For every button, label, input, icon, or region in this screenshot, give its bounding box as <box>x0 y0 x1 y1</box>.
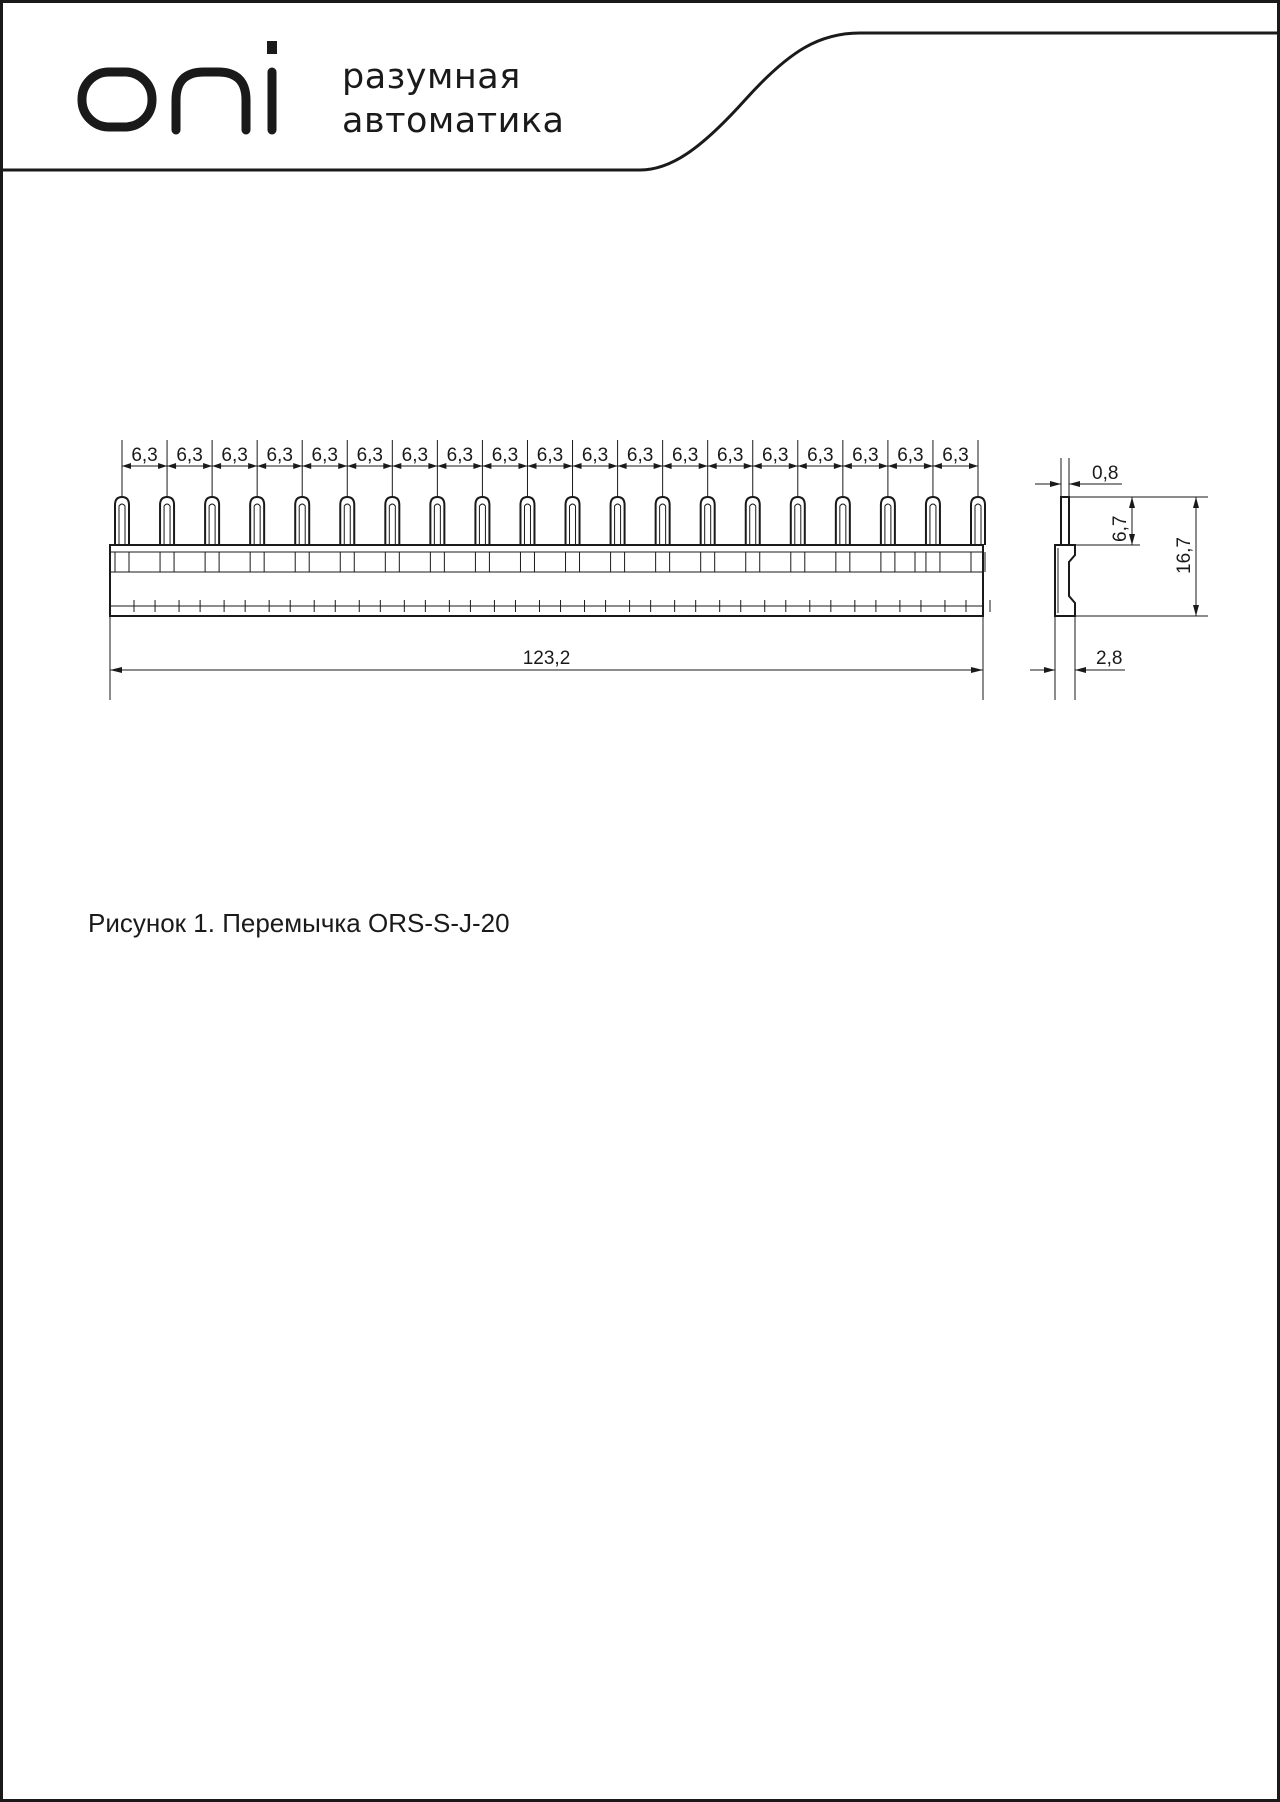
arrowhead <box>392 463 401 469</box>
arrowhead <box>843 463 852 469</box>
pin-inner <box>209 504 215 545</box>
pitch-label: 6,3 <box>131 445 158 466</box>
arrowhead <box>933 463 942 469</box>
busbar-body <box>110 545 983 616</box>
arrowhead <box>473 463 482 469</box>
arrowhead <box>122 463 131 469</box>
arrowhead <box>437 463 446 469</box>
pitch-label: 6,3 <box>446 445 474 466</box>
pitch-label: 6,3 <box>807 445 834 466</box>
pitch-label: 6,3 <box>221 445 248 466</box>
pin-inner <box>299 504 305 545</box>
pitch-label: 6,3 <box>401 445 429 466</box>
arrowhead <box>888 463 897 469</box>
pin-inner <box>164 504 170 545</box>
pitch-label: 6,3 <box>581 445 609 466</box>
pin-inner <box>479 504 485 545</box>
arrowhead <box>167 463 176 469</box>
tagline-line2: автоматика <box>342 101 565 141</box>
side-view <box>1030 458 1208 700</box>
pitch-label: 6,3 <box>671 445 699 466</box>
pitch-label: 6,3 <box>176 445 203 466</box>
arrowhead <box>924 463 933 469</box>
pin-inner <box>615 504 621 545</box>
arrowhead <box>518 463 527 469</box>
pin-inner <box>660 504 666 545</box>
pin-inner <box>389 504 395 545</box>
pin-inner <box>524 504 530 545</box>
arrowhead <box>293 463 302 469</box>
pitch-label: 6,3 <box>536 445 564 466</box>
oni-logo <box>82 41 277 130</box>
pin-inner <box>119 504 125 545</box>
arrowhead <box>609 463 618 469</box>
arrowhead <box>708 463 717 469</box>
pin-inner <box>840 504 846 545</box>
pin-inner <box>570 504 576 545</box>
pin-inner <box>975 504 981 545</box>
pin-inner <box>434 504 440 545</box>
pitch-label: 6,3 <box>897 445 924 466</box>
pin-inner <box>930 504 936 545</box>
arrowhead <box>971 667 983 673</box>
arrowhead <box>347 463 356 469</box>
page-frame <box>2 2 1279 1801</box>
logo-letter-n <box>176 72 246 130</box>
arrowhead <box>753 463 762 469</box>
arrowhead <box>699 463 708 469</box>
pin-inner <box>344 504 350 545</box>
dim-pin-thickness: 0,8 <box>1092 463 1119 484</box>
arrowhead <box>383 463 392 469</box>
dim-base-thickness: 2,8 <box>1096 648 1123 669</box>
arrowhead <box>654 463 663 469</box>
figure-caption: Рисунок 1. Перемычка ORS-S-J-20 <box>88 908 510 938</box>
pitch-label: 6,3 <box>942 445 969 466</box>
pitch-label: 6,3 <box>491 445 519 466</box>
pin-inner <box>705 504 711 545</box>
arrowhead <box>798 463 807 469</box>
overall-length-label: 123,2 <box>522 648 571 669</box>
side-pin <box>1061 497 1069 545</box>
arrowhead <box>969 463 978 469</box>
pitch-label: 6,3 <box>762 445 789 466</box>
dim-pin-height: 6,7 <box>1110 515 1131 542</box>
arrowhead <box>564 463 573 469</box>
pitch-label: 6,3 <box>266 445 293 466</box>
dim-total-height: 16,7 <box>1174 537 1195 574</box>
pitch-label: 6,3 <box>716 445 744 466</box>
arrowhead <box>663 463 672 469</box>
pin-inner <box>885 504 891 545</box>
arrowhead <box>248 463 257 469</box>
arrowhead <box>212 463 221 469</box>
arrowhead <box>110 667 122 673</box>
arrowhead <box>482 463 491 469</box>
arrowhead <box>879 463 888 469</box>
arrowhead <box>527 463 536 469</box>
pitch-label: 6,3 <box>626 445 654 466</box>
arrowhead <box>338 463 347 469</box>
front-view <box>110 440 990 700</box>
logo-letter-i-dot <box>267 41 277 54</box>
arrowhead <box>302 463 311 469</box>
pin-inner <box>795 504 801 545</box>
pitch-label: 6,3 <box>311 445 338 466</box>
arrowhead <box>428 463 437 469</box>
pin-inner <box>750 504 756 545</box>
pitch-label: 6,3 <box>356 445 384 466</box>
header-tab-outline <box>1 33 1280 170</box>
arrowhead <box>203 463 212 469</box>
pitch-label: 6,3 <box>852 445 879 466</box>
tagline-line1: разумная <box>342 57 521 97</box>
pin-inner <box>254 504 260 545</box>
arrowhead <box>789 463 798 469</box>
busbar-end-cap <box>915 552 983 572</box>
arrowhead <box>158 463 167 469</box>
arrowhead <box>744 463 753 469</box>
arrowhead <box>618 463 627 469</box>
arrowhead <box>257 463 266 469</box>
arrowhead <box>573 463 582 469</box>
logo-letter-o <box>82 72 152 127</box>
arrowhead <box>834 463 843 469</box>
